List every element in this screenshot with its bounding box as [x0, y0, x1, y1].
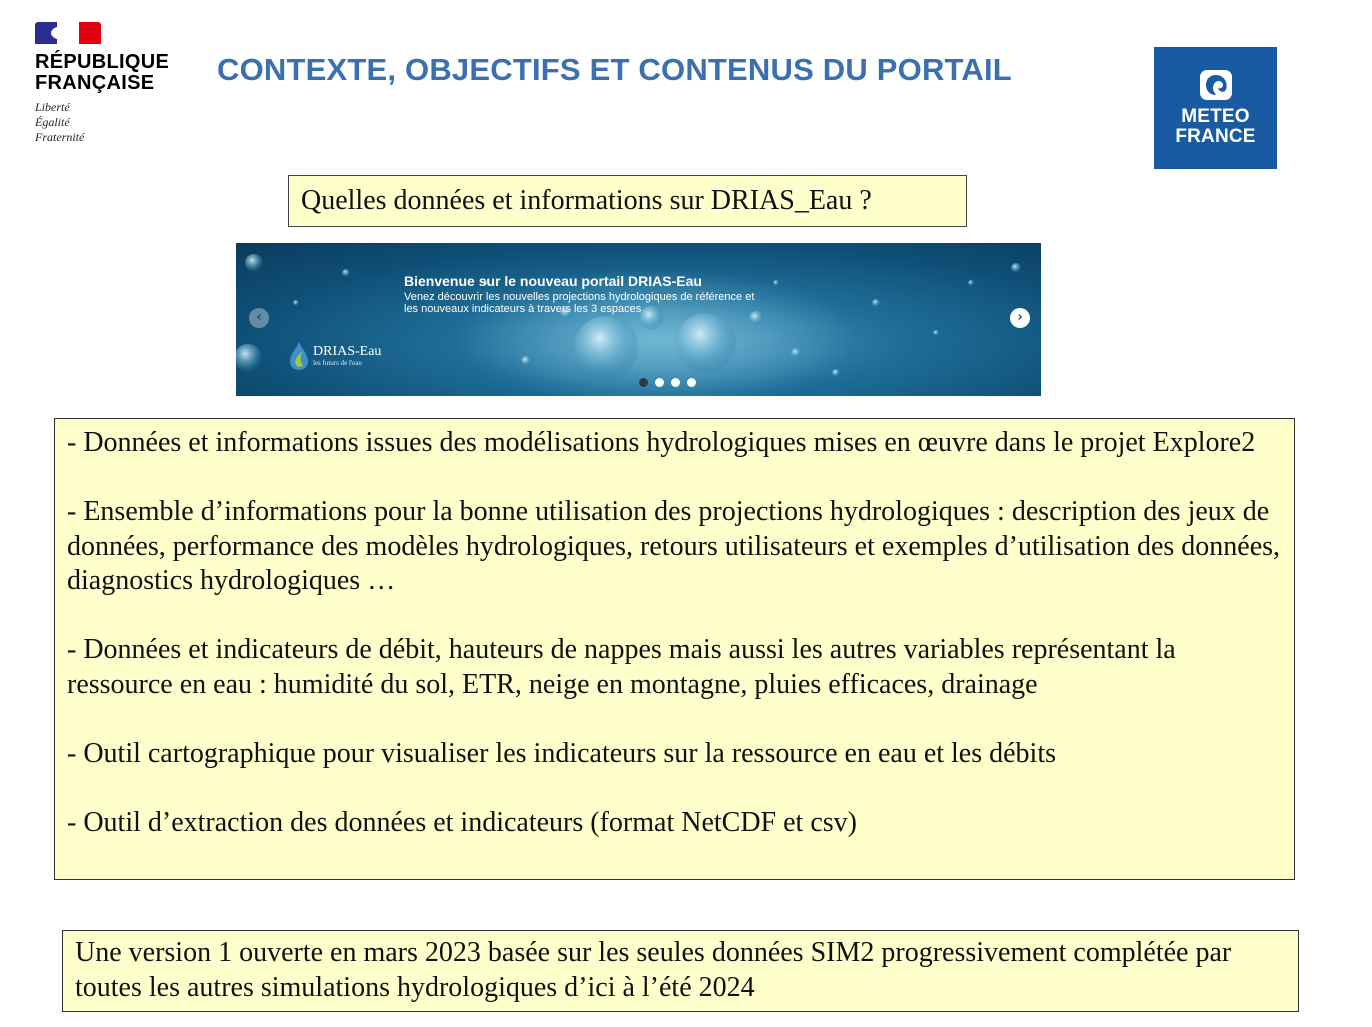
- page-title: CONTEXTE, OBJECTIFS ET CONTENUS DU PORTAIL: [217, 52, 1012, 87]
- carousel-dot[interactable]: [687, 378, 696, 387]
- info-item-usage-guidance: - Ensemble d’informations pour la bonne utilisation des projections hydrologiques : description des jeux de données, performance des modèles hydrologiques, retours utilisateurs et exemples d’utilisation des données, diagnostics hydrologiques …: [67, 496, 1281, 596]
- carousel-dot[interactable]: [671, 378, 680, 387]
- info-item-explore2: - Données et informations issues des modélisations hydrologiques mises en œuvre dans le projet Explore2: [67, 427, 1256, 458]
- republique-title: [35, 52, 205, 94]
- info-item-indicators: - Données et indicateurs de débit, hauteurs de nappes mais aussi les autres variables représentant la ressource en eau : humidité du sol, ETR, neige en montagne, pluies efficaces, drainage: [67, 634, 1176, 700]
- drias-eau-tagline: les futurs de l'eau: [313, 359, 362, 367]
- meteo-france-line1: METEO: [1181, 106, 1250, 127]
- drias-eau-logo: [288, 341, 381, 371]
- banner-subtitle: [404, 291, 824, 315]
- meteo-france-line2: FRANCE: [1175, 126, 1256, 147]
- motto-egalite: Égalité: [35, 115, 70, 129]
- meteo-france-logo: [1154, 47, 1277, 169]
- carousel-prev-icon[interactable]: ‹: [249, 308, 269, 328]
- drias-eau-name: DRIAS-Eau: [313, 344, 382, 359]
- motto-liberte: Liberté: [35, 100, 70, 114]
- question-box: Quelles données et informations sur DRIAS_Eau ?: [288, 175, 967, 227]
- carousel-next-icon[interactable]: ›: [1010, 308, 1030, 328]
- water-drop-icon: [288, 341, 310, 371]
- motto-fraternite: Fraternité: [35, 130, 85, 144]
- portal-banner-carousel[interactable]: [236, 243, 1041, 396]
- carousel-dot[interactable]: [655, 378, 664, 387]
- info-item-extraction-tool: - Outil d’extraction des données et indicateurs (format NetCDF et csv): [67, 806, 857, 838]
- republique-francaise-logo: [35, 22, 205, 145]
- banner-headline: Bienvenue sur le nouveau portail DRIAS-Eau: [404, 273, 702, 289]
- banner-subtitle-line2: les nouveaux indicateurs à travers les 3 espaces: [404, 303, 642, 315]
- banner-subtitle-line1: Venez découvrir les nouvelles projections hydrologiques de référence et: [404, 291, 755, 303]
- version-note-box: Une version 1 ouverte en mars 2023 basée sur les seules données SIM2 progressivement complétée par toutes les autres simulations hydrologiques d’ici à l’été 2024: [62, 930, 1299, 1012]
- carousel-dot[interactable]: [639, 378, 648, 387]
- republique-motto: [35, 100, 205, 145]
- republique-title-line2: FRANÇAISE: [35, 72, 155, 94]
- marianne-flag-icon: [35, 22, 101, 44]
- meteo-france-text: [1175, 107, 1255, 147]
- info-item-map-tool: - Outil cartographique pour visualiser les indicateurs sur la ressource en eau et les débits: [67, 737, 1057, 769]
- water-bubbles-illustration: [236, 243, 1041, 396]
- meteo-france-icon: [1199, 69, 1233, 101]
- info-box: [54, 418, 1295, 880]
- republique-title-line1: RÉPUBLIQUE: [35, 51, 170, 73]
- carousel-indicators: [639, 378, 696, 387]
